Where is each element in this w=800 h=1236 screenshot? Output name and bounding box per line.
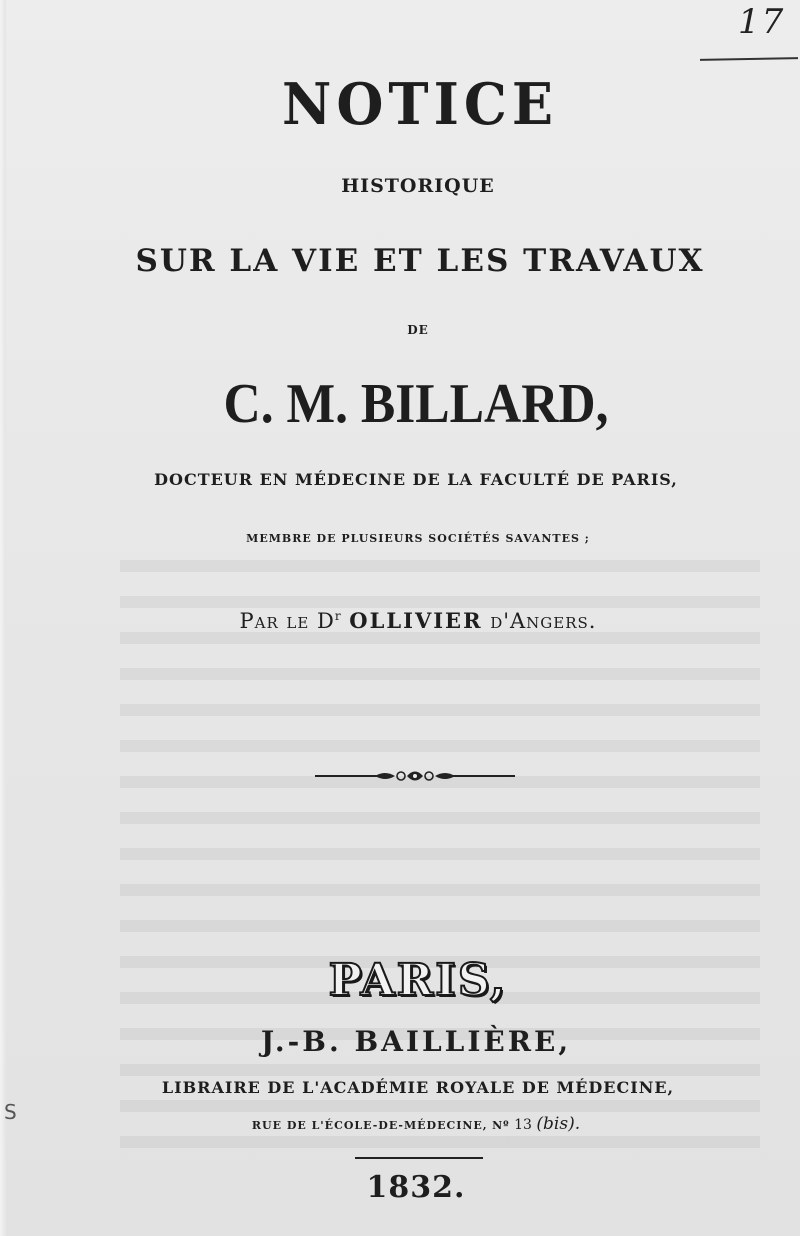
imprint-publisher: J.-B. BAILLIÈRE, [260, 1025, 572, 1058]
page-title: NOTICE [282, 70, 558, 138]
margin-mark: S [4, 1100, 17, 1124]
address-street: RUE DE L'ÉCOLE-DE-MÉDECINE, [251, 1119, 488, 1132]
byline-prefix: Par le D [239, 609, 335, 633]
subtitle-de: DE [407, 323, 429, 337]
byline-name: OLLIVIER [349, 608, 483, 633]
byline-superscript: r [334, 609, 342, 623]
address-suffix: (bis). [536, 1114, 581, 1134]
catalog-number: 17 [738, 2, 786, 42]
imprint-year: 1832. [366, 1170, 466, 1205]
byline-suffix: d'Angers. [490, 609, 597, 633]
imprint-publisher-title: LIBRAIRE DE L'ACADÉMIE ROYALE DE MÉDECINE, [161, 1078, 675, 1097]
imprint-address [16, 1114, 800, 1134]
author-degree: DOCTEUR EN MÉDECINE DE LA FACULTÉ DE PARIS, [154, 470, 678, 489]
imprint-city: PARIS, [328, 955, 508, 1006]
address-number-prefix: Nº [492, 1119, 510, 1132]
fleuron-rule-icon [315, 766, 515, 786]
subtitle-historique: HISTORIQUE [341, 175, 495, 197]
address-number: 13 [514, 1117, 532, 1133]
page-edge [0, 0, 6, 1236]
author-name: C. M. BILLARD, [223, 373, 609, 435]
author-membership: MEMBRE DE PLUSIEURS SOCIÉTÉS SAVANTES ; [246, 532, 590, 545]
catalog-underline [700, 57, 798, 61]
byline [18, 608, 800, 633]
imprint-rule [355, 1157, 483, 1159]
subtitle-vie-travaux: SUR LA VIE ET LES TRAVAUX [135, 243, 705, 279]
